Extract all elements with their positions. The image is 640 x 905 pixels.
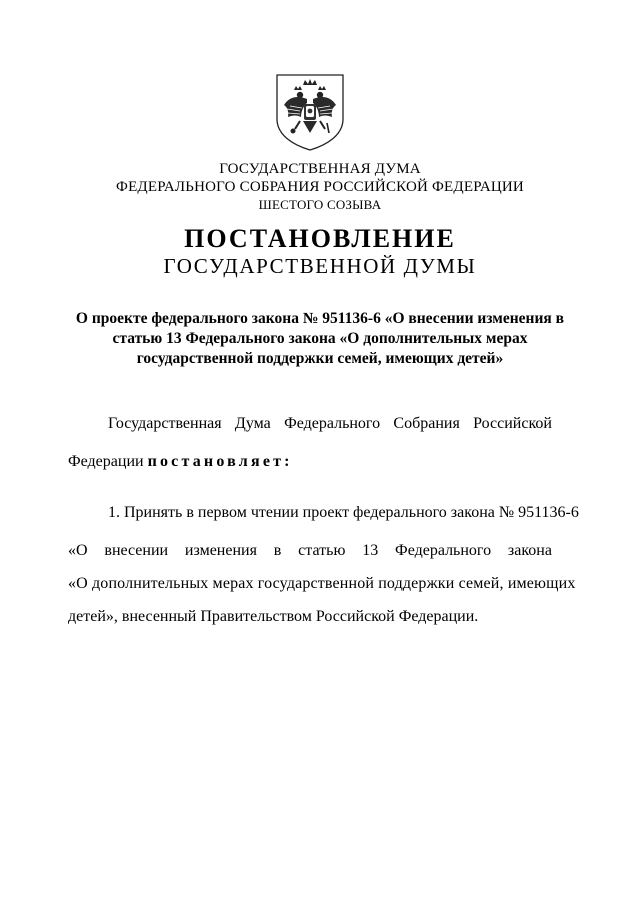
- clause-word: закона: [507, 542, 552, 559]
- preamble-word: Федерации: [68, 453, 144, 470]
- subject-line: О проекте федерального закона № 951136-6 «О внесении изменения в: [75, 310, 565, 327]
- preamble-word: Дума: [234, 415, 271, 432]
- clause-word: в: [273, 542, 282, 559]
- preamble-word: Российской: [473, 415, 552, 432]
- clause-word: «О: [68, 542, 88, 559]
- org-name-line2: ФЕДЕРАЛЬНОГО СОБРАНИЯ РОССИЙСКОЙ ФЕДЕРАЦИИ: [116, 179, 524, 195]
- preamble-line1: [68, 414, 552, 434]
- clause-word: изменения: [184, 542, 257, 559]
- convocation-line: ШЕСТОГО СОЗЫВА: [258, 197, 382, 212]
- clause-word: 13: [362, 542, 379, 559]
- resolves-keyword: постановляет:: [147, 453, 293, 470]
- clause1-line1: 1. Принять в первом чтении проект федерального закона № 951136-6: [108, 504, 579, 521]
- subject-line: статью 13 Федерального закона «О дополнительных мерах: [112, 330, 528, 347]
- preamble-line2: [68, 452, 552, 472]
- org-name-line1: ГОСУДАРСТВЕННАЯ ДУМА: [219, 161, 421, 177]
- preamble-word: Федерального: [284, 415, 381, 432]
- clause-word: статью: [298, 542, 346, 559]
- clause1-line2: [68, 541, 552, 561]
- russian-coat-of-arms-icon: [267, 71, 353, 153]
- clause1-line4: детей», внесенный Правительством Российской Федерации.: [68, 608, 479, 625]
- clause-word: Федерального: [395, 542, 492, 559]
- clause-word: внесении: [104, 542, 169, 559]
- clause1-line3: «О дополнительных мерах государственной поддержки семей, имеющих: [68, 575, 576, 592]
- preamble-word: Государственная: [108, 415, 222, 432]
- subject-line: государственной поддержки семей, имеющих детей»: [136, 350, 504, 367]
- document-type-title: ПОСТАНОВЛЕНИЕ: [184, 224, 456, 253]
- preamble-word: Собрания: [393, 415, 460, 432]
- document-authority-title: ГОСУДАРСТВЕННОЙ ДУМЫ: [163, 254, 477, 278]
- document-subject: [60, 309, 580, 369]
